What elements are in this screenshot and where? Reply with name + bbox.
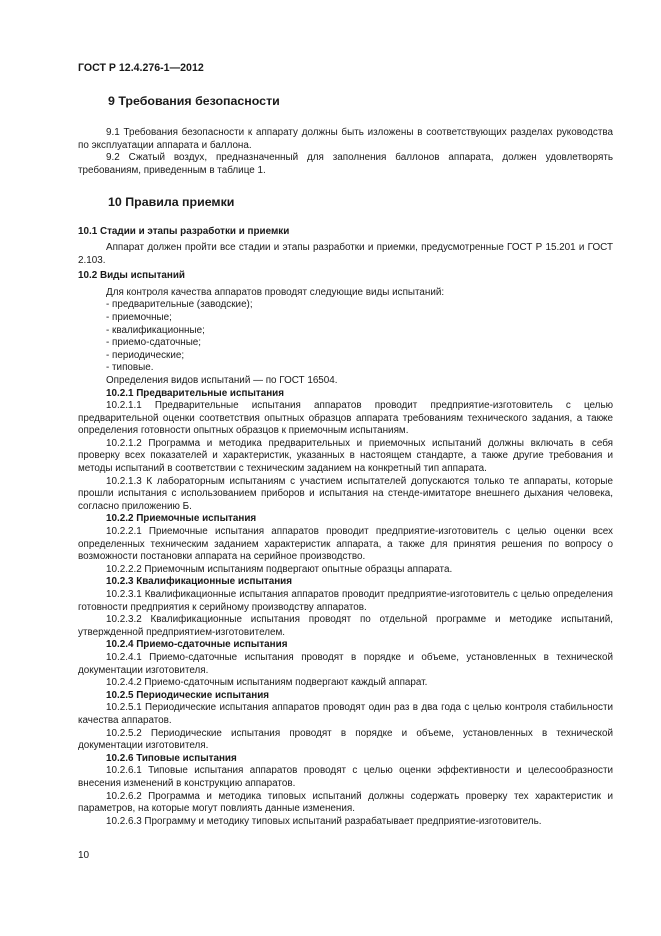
paragraph-10-2-5-2: 10.2.5.2 Периодические испытания проводят в порядке и объеме, установленных в технической документации изготовителя. [78,727,613,752]
paragraph-9-1: 9.1 Требования безопасности к аппарату должны быть изложены в соответствующих разделах руководства по эксплуатации аппарата и баллона. [78,127,613,151]
paragraph-10-2-2-2: 10.2.2.2 Приемочным испытаниям подвергают опытные образцы аппарата. [106,563,453,575]
subsection-10-2-5-title: 10.2.5 Периодические испытания [106,689,270,701]
list-item: - квалификационные; [106,324,205,336]
subsection-10-2-4-title: 10.2.4 Приемо-сдаточные испытания [106,639,288,651]
subsection-10-2-6-title: 10.2.6 Типовые испытания [106,752,237,764]
definitions-reference: Определения видов испытаний — по ГОСТ 16504. [106,374,338,386]
paragraph-10-2-1-1: 10.2.1.1 Предварительные испытания аппаратов проводит предприятие-изготовитель с целью предварительной оценки соответствия опытных образцов аппарата требованиям технического задания, а также определения готовности опытных образцов к приемочным испытаниям. [78,400,613,437]
paragraph-10-2-5-1: 10.2.5.1 Периодические испытания аппаратов проводят один раз в два года с целью контроля стабильности качества аппаратов. [78,702,613,726]
page-number: 10 [78,850,90,861]
list-item: - предварительные (заводские); [106,299,253,311]
paragraph-9-2: 9.2 Сжатый воздух, предназначенный для заполнения баллонов аппарата, должен удовлетворять требованиям, приведенным в таблице 1. [78,152,613,176]
paragraph-10-2-4-2: 10.2.4.2 Приемо-сдаточным испытаниям подвергают каждый аппарат. [106,677,428,689]
list-item: - периодические; [106,349,185,361]
list-item: - типовые. [106,362,154,374]
paragraph-10-2-6-1: 10.2.6.1 Типовые испытания аппаратов проводят с целью оценки эффективности и целесообразности внесения изменений в конструкцию аппаратов. [78,765,613,789]
subsection-10-1-title: 10.1 Стадии и этапы разработки и приемки [78,226,290,238]
paragraph-10-2-6-2: 10.2.6.2 Программа и методика типовых испытаний должны содержать проверку тех характеристик и параметров, на которые могут повлиять данные изменения. [78,790,613,815]
paragraph-10-2-3-2: 10.2.3.2 Квалификационные испытания проводят по отдельной программе и методике испытаний, утвержденной предприятием-изготовителем. [78,614,613,638]
paragraph-10-2-6-3: 10.2.6.3 Программу и методику типовых испытаний разрабатывает предприятие-изготовитель. [106,815,542,827]
paragraph-10-2-4-1: 10.2.4.1 Приемо-сдаточные испытания проводят в порядке и объеме, установленных в технической документации изготовителя. [78,651,613,676]
subsection-10-2-2-title: 10.2.2 Приемочные испытания [106,513,257,525]
section-9-title: 9 Требования безопасности [108,94,280,108]
list-item: - приемочные; [106,311,172,323]
document-header: ГОСТ Р 12.4.276-1—2012 [78,62,204,74]
subsection-10-2-3-title: 10.2.3 Квалификационные испытания [106,576,293,588]
tests-intro: Для контроля качества аппаратов проводят следующие виды испытаний: [106,286,445,298]
paragraph-10-2-3-1: 10.2.3.1 Квалификационные испытания аппаратов проводит предприятие-изготовитель с целью определения готовности предприятия к серийному производству аппаратов. [78,589,613,613]
document-page [78,62,613,828]
subsection-10-2-title: 10.2 Виды испытаний [78,270,186,282]
paragraph-10-2-2-1: 10.2.2.1 Приемочные испытания аппаратов проводит предприятие-изготовитель с целью оценки всех определенных техническим заданием характеристик аппарата, а также для принятия решения по вопросу о возможности постановки аппарата на серийное производство. [78,526,613,563]
paragraph-10-2-1-3: 10.2.1.3 К лабораторным испытаниям с участием испытателей допускаются только те аппараты, которые прошли испытания с использованием приборов и испытания на стенде-имитаторе внешнего дыхания человека, согласно приложению Б. [78,475,613,512]
subsection-10-2-1-title: 10.2.1 Предварительные испытания [106,387,285,399]
paragraph-10-1: Аппарат должен пройти все стадии и этапы разработки и приемки, предусмотренные ГОСТ Р 15.201 и ГОСТ 2.103. [78,241,613,266]
section-10-title: 10 Правила приемки [108,195,235,210]
list-item: - приемо-сдаточные; [106,337,202,349]
paragraph-10-2-1-2: 10.2.1.2 Программа и методика предварительных и приемочных испытаний должны включать в себя проверку всех показателей и характеристик, указанных в настоящем стандарте, а также другие требования и методы испытаний в соответствии с техническим заданием на конкретный тип аппарата. [78,437,613,475]
